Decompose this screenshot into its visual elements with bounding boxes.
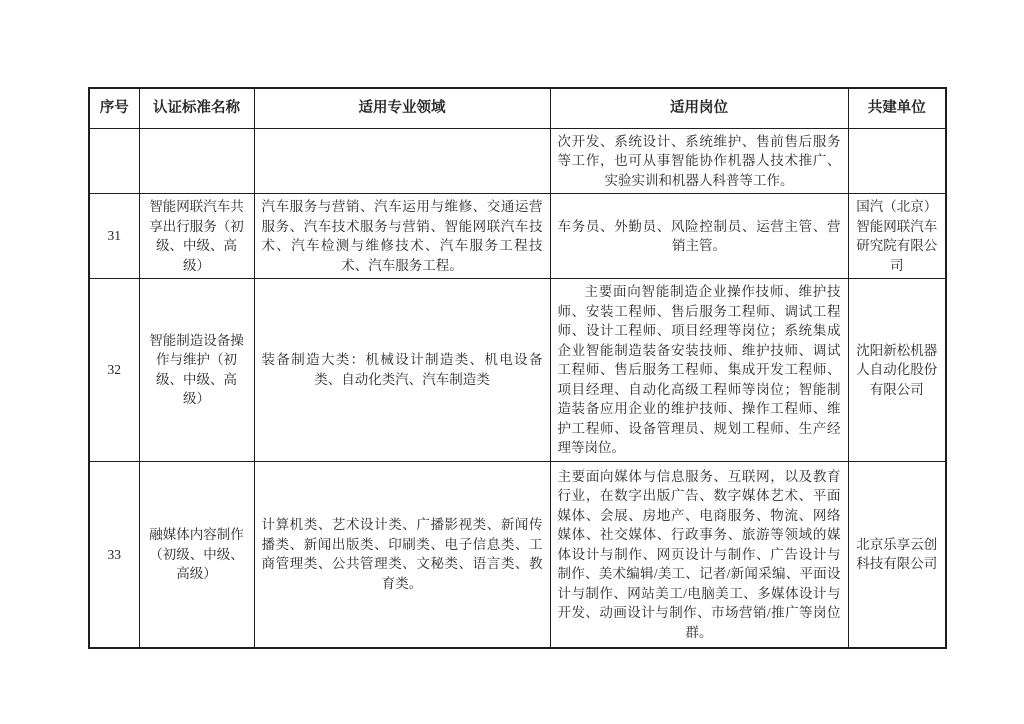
cell-index — [89, 128, 139, 194]
table-row-31 — [89, 194, 946, 279]
cell-partner-unit: 国汽（北京）智能网联汽车研究院有限公司 — [848, 194, 946, 279]
column-header-positions: 适用岗位 — [550, 88, 848, 128]
cell-positions: 主要面向智能制造企业操作技师、维护技师、安装工程师、售后服务工程师、调试工程师、设计工程师、项目经理等岗位；系统集成企业智能制造装备安装技师、维护技师、调试工程师、售后服务工程师、集成开发工程师、项目经理、自动化高级工程师等岗位；智能制造装备应用企业的维护技师、操作工程师、维护工程师、设备管理员、规划工程师、生产经理等岗位。 — [550, 279, 848, 462]
header-row — [89, 88, 946, 128]
cell-standard-name — [139, 128, 254, 194]
column-header-professional-fields: 适用专业领域 — [254, 88, 550, 128]
column-header-standard-name: 认证标准名称 — [139, 88, 254, 128]
cell-positions: 主要面向媒体与信息服务、互联网，以及教育行业，在数字出版广告、数字媒体艺术、平面媒体、会展、房地产、电商服务、物流、网络媒体、社交媒体、行政事务、旅游等领域的媒体设计与制作、网页设计与制作、广告设计与制作、美术编辑/美工、记者/新闻采编、平面设计与制作、网站美工/电脑美工、多媒体设计与开发、动画设计与制作、市场营销/推广等岗位群。 — [550, 461, 848, 648]
cell-index: 31 — [89, 194, 139, 279]
column-header-partner-unit: 共建单位 — [848, 88, 946, 128]
cell-positions: 次开发、系统设计、系统维护、售前售后服务等工作，也可从事智能协作机器人技术推广、实验实训和机器人科普等工作。 — [550, 128, 848, 194]
cell-professional-fields: 装备制造大类：机械设计制造类、机电设备类、自动化类汽、汽车制造类 — [254, 279, 550, 462]
cell-professional-fields: 汽车服务与营销、汽车运用与维修、交通运营服务、汽车技术服务与营销、智能网联汽车技术、汽车检测与维修技术、汽车服务工程技术、汽车服务工程。 — [254, 194, 550, 279]
cell-standard-name: 融媒体内容制作（初级、中级、高级） — [139, 461, 254, 648]
cell-positions: 车务员、外勤员、风险控制员、运营主管、营销主管。 — [550, 194, 848, 279]
cell-index: 33 — [89, 461, 139, 648]
table-row-continuation — [89, 128, 946, 194]
table-row-32 — [89, 279, 946, 462]
certification-standards-table — [88, 87, 947, 649]
cell-partner-unit: 北京乐享云创科技有限公司 — [848, 461, 946, 648]
table-row-33 — [89, 461, 946, 648]
cell-partner-unit — [848, 128, 946, 194]
column-header-index: 序号 — [89, 88, 139, 128]
cell-index: 32 — [89, 279, 139, 462]
cell-partner-unit: 沈阳新松机器人自动化股份有限公司 — [848, 279, 946, 462]
cell-standard-name: 智能制造设备操作与维护（初级、中级、高级） — [139, 279, 254, 462]
cell-professional-fields — [254, 128, 550, 194]
cell-professional-fields: 计算机类、艺术设计类、广播影视类、新闻传播类、新闻出版类、印刷类、电子信息类、工商管理类、公共管理类、文秘类、语言类、教育类。 — [254, 461, 550, 648]
cell-standard-name: 智能网联汽车共享出行服务（初级、中级、高级） — [139, 194, 254, 279]
